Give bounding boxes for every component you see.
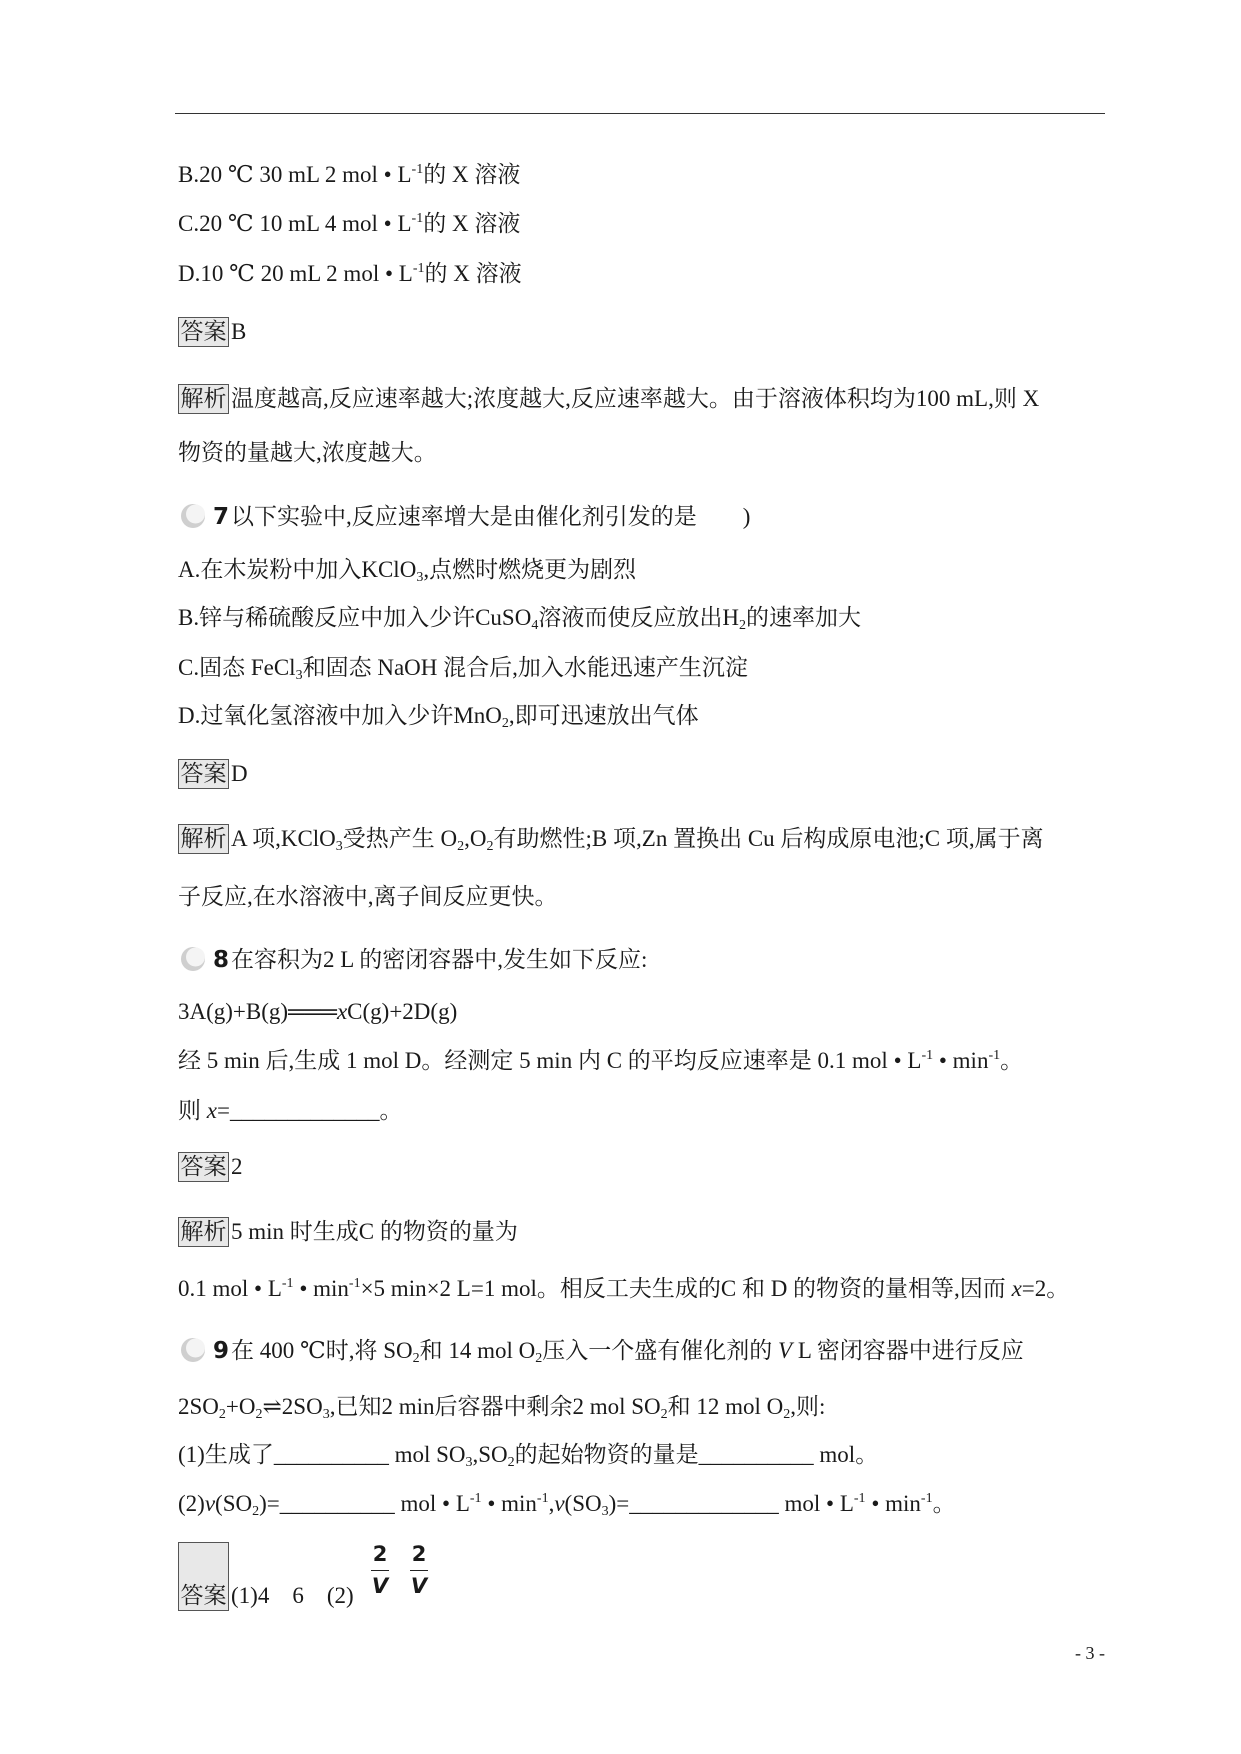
- option-a: [178, 555, 636, 585]
- text-run: L 密闭容器中进行反应: [792, 1338, 1024, 1363]
- subscript: 2: [218, 1407, 226, 1422]
- option-d: [178, 259, 522, 289]
- text-run: 压入一个盛有催化剂的: [542, 1338, 779, 1363]
- subscript: 2: [486, 839, 494, 854]
- option-c: [178, 209, 520, 239]
- subscript: 2: [501, 716, 509, 731]
- text-run: ,点燃时燃烧更为剧烈: [423, 557, 637, 582]
- subscript: 3: [295, 668, 303, 683]
- text-run: 有助燃性;B 项,Zn 置换出 Cu 后构成原电池;C 项,属于离: [493, 826, 1044, 851]
- subscript: 2: [783, 1407, 791, 1422]
- text-run: 在 400 ℃时,将 SO: [231, 1338, 413, 1363]
- question-marker-icon: [180, 946, 206, 972]
- text-run: B.20 ℃ 30 mL 2 mol • L: [178, 162, 412, 187]
- subscript: 3: [416, 570, 424, 585]
- analysis-line: [231, 1217, 518, 1247]
- text-run: mol • L: [394, 1491, 470, 1516]
- text-run: A 项,KClO: [231, 826, 336, 851]
- text-run: 的 X 溶液: [423, 211, 521, 236]
- subscript: 2: [507, 1455, 515, 1470]
- subscript: 3: [322, 1407, 330, 1422]
- text-run: )=: [259, 1491, 280, 1516]
- superscript: -1: [920, 1491, 933, 1506]
- superscript: -1: [469, 1491, 482, 1506]
- answer-fraction: [369, 1541, 391, 1599]
- answer-blank: __________: [273, 1442, 389, 1467]
- text-run: 。: [932, 1491, 956, 1516]
- question-stem: [231, 1336, 1024, 1366]
- text-run: (2): [178, 1491, 205, 1516]
- superscript: -1: [853, 1491, 866, 1506]
- subscript: 2: [252, 1504, 260, 1519]
- sub-question-2: [178, 1489, 956, 1519]
- text-run: ,: [548, 1491, 555, 1516]
- answer-blank: _____________: [229, 1098, 380, 1123]
- question-stem: [178, 1096, 402, 1126]
- text-run: 以下实验中,反应速率增大是由催化剂引发的是 ): [231, 504, 751, 529]
- italic-variable: x: [1011, 1276, 1022, 1301]
- answer-label: 答案: [178, 759, 229, 789]
- text-run: mol • L: [778, 1491, 854, 1516]
- question-number: 8: [213, 947, 230, 973]
- subscript: 2: [255, 1407, 263, 1422]
- text-run: 的 X 溶液: [423, 162, 521, 187]
- reaction-equation: [178, 1392, 825, 1422]
- text-run: 和 12 mol O: [667, 1394, 784, 1419]
- subscript: 2: [412, 1351, 420, 1366]
- superscript: -1: [536, 1491, 549, 1506]
- superscript: -1: [348, 1276, 361, 1291]
- text-run: =: [216, 1098, 230, 1123]
- text-run: 0.1 mol • L: [178, 1276, 282, 1301]
- answer-text: 2: [231, 1154, 243, 1179]
- text-run: (SO: [215, 1491, 253, 1516]
- italic-variable: x: [206, 1098, 217, 1123]
- text-run: B.锌与稀硫酸反应中加入少许CuSO: [178, 605, 532, 630]
- analysis-line: [178, 438, 437, 468]
- text-run: • min: [481, 1491, 537, 1516]
- text-run: ,SO: [472, 1442, 508, 1467]
- analysis-line: [231, 824, 1044, 854]
- analysis-line: [231, 384, 1039, 414]
- text-run: (1)生成了: [178, 1442, 274, 1467]
- text-run: 的 X 溶液: [424, 261, 522, 286]
- subscript: 2: [660, 1407, 668, 1422]
- italic-variable: x: [336, 999, 348, 1024]
- answer-blank: __________: [279, 1491, 395, 1516]
- text-run: ,已知2 min后容器中剩余2 mol SO: [329, 1394, 661, 1419]
- text-run: C.20 ℃ 10 mL 4 mol • L: [178, 211, 412, 236]
- text-run: mol。: [813, 1442, 879, 1467]
- text-run: 则: [178, 1098, 207, 1123]
- answer-text: (1)4 6 (2): [231, 1583, 354, 1608]
- fraction-bar: [371, 1570, 389, 1571]
- text-run: 2SO: [178, 1394, 219, 1419]
- fraction-numerator: 2: [411, 1542, 427, 1566]
- text-run: ,即可迅速放出气体: [508, 703, 699, 728]
- text-run: 的起始物资的量是: [514, 1442, 699, 1467]
- text-run: ,则:: [790, 1394, 826, 1419]
- text-run: A.在木炭粉中加入KClO: [178, 557, 417, 582]
- text-run: 温度越高,反应速率越大;浓度越大,反应速率越大。由于溶液体积均为100 mL,则 X: [231, 386, 1040, 411]
- option-b: [178, 160, 520, 190]
- text-run: C(g)+2D(g): [347, 999, 458, 1024]
- subscript: 2: [738, 618, 746, 633]
- italic-variable: v: [204, 1491, 216, 1516]
- subscript: 3: [335, 839, 343, 854]
- option-c: [178, 653, 748, 683]
- text-run: D.过氧化氢溶液中加入少许MnO: [178, 703, 502, 728]
- text-run: • min: [293, 1276, 349, 1301]
- text-run: 5 min 时生成C 的物资的量为: [231, 1219, 518, 1244]
- answer-blank: __________: [698, 1442, 814, 1467]
- answer-text: B: [231, 319, 247, 344]
- subscript: 3: [465, 1455, 473, 1470]
- text-run: 在容积为2 L 的密闭容器中,发生如下反应:: [231, 947, 648, 972]
- answer-label: 答案: [178, 1542, 229, 1611]
- analysis-line: [178, 1274, 1069, 1304]
- question-stem: [231, 502, 750, 532]
- text-run: 受热产生 O: [342, 826, 458, 851]
- analysis-label: 解析: [178, 824, 229, 854]
- fraction-denominator: V: [410, 1574, 428, 1598]
- text-run: 经 5 min 后,生成 1 mol D。经测定 5 min 内 C 的平均反应速率是 0.1 mol • L: [178, 1048, 922, 1073]
- text-run: ×5 min×2 L=1 mol。相反工夫生成的C 和 D 的物资的量相等,因而: [360, 1276, 1012, 1301]
- text-run: • min: [933, 1048, 989, 1073]
- text-run: 。: [379, 1098, 403, 1123]
- text-run: ,O: [464, 826, 487, 851]
- question-number: 9: [213, 1338, 230, 1364]
- fraction-bar: [410, 1570, 428, 1571]
- answer-fraction: [408, 1541, 430, 1599]
- answer-label: 答案: [178, 317, 229, 347]
- fraction-numerator: 2: [372, 1542, 388, 1566]
- subscript: 4: [531, 618, 539, 633]
- subscript: 2: [457, 839, 465, 854]
- reaction-equation: [178, 997, 457, 1027]
- question-number: 7: [213, 504, 230, 530]
- text-run: 。: [1000, 1048, 1024, 1073]
- text-run: mol SO: [388, 1442, 466, 1467]
- superscript: -1: [411, 162, 424, 177]
- italic-variable: v: [554, 1491, 565, 1516]
- superscript: -1: [281, 1276, 294, 1291]
- analysis-label: 解析: [178, 1217, 229, 1247]
- fraction-denominator: V: [371, 1574, 389, 1598]
- text-run: D.10 ℃ 20 mL 2 mol • L: [178, 261, 413, 286]
- sub-question-1: [178, 1440, 878, 1470]
- option-b: [178, 603, 861, 633]
- text-run: 物资的量越大,浓度越大。: [178, 440, 437, 465]
- header-rule: [175, 113, 1105, 114]
- option-d: [178, 701, 699, 731]
- question-stem: [178, 1046, 1023, 1076]
- page-number: - 3 -: [1075, 1643, 1105, 1663]
- text-run: • min: [865, 1491, 921, 1516]
- analysis-label: 解析: [178, 384, 229, 414]
- text-run: 3A(g)+B(g)═══: [178, 999, 337, 1024]
- superscript: -1: [921, 1048, 934, 1063]
- text-run: 的速率加大: [745, 605, 861, 630]
- text-run: C.固态 FeCl: [178, 655, 296, 680]
- subscript: 2: [535, 1351, 543, 1366]
- subscript: 3: [601, 1504, 609, 1519]
- answer-text: D: [231, 761, 248, 786]
- text-run: 和 14 mol O: [419, 1338, 536, 1363]
- question-marker-icon: [180, 503, 206, 529]
- analysis-line: [178, 882, 558, 912]
- question-marker-icon: [180, 1337, 206, 1363]
- superscript: -1: [412, 261, 425, 276]
- text-run: (SO: [564, 1491, 602, 1516]
- text-run: )=: [608, 1491, 630, 1516]
- answer-blank: _____________: [629, 1491, 779, 1516]
- answer-label: 答案: [178, 1152, 229, 1182]
- text-run: 和固态 NaOH 混合后,加入水能迅速产生沉淀: [302, 655, 748, 680]
- text-run: =2。: [1021, 1276, 1070, 1301]
- text-run: 子反应,在水溶液中,离子间反应更快。: [178, 884, 558, 909]
- italic-variable: V: [778, 1338, 793, 1363]
- text-run: 溶液而使反应放出H: [538, 605, 739, 630]
- superscript: -1: [411, 211, 424, 226]
- superscript: -1: [988, 1048, 1001, 1063]
- text-run: ⇌2SO: [262, 1394, 323, 1419]
- question-stem: [231, 945, 647, 975]
- text-run: +O: [225, 1394, 256, 1419]
